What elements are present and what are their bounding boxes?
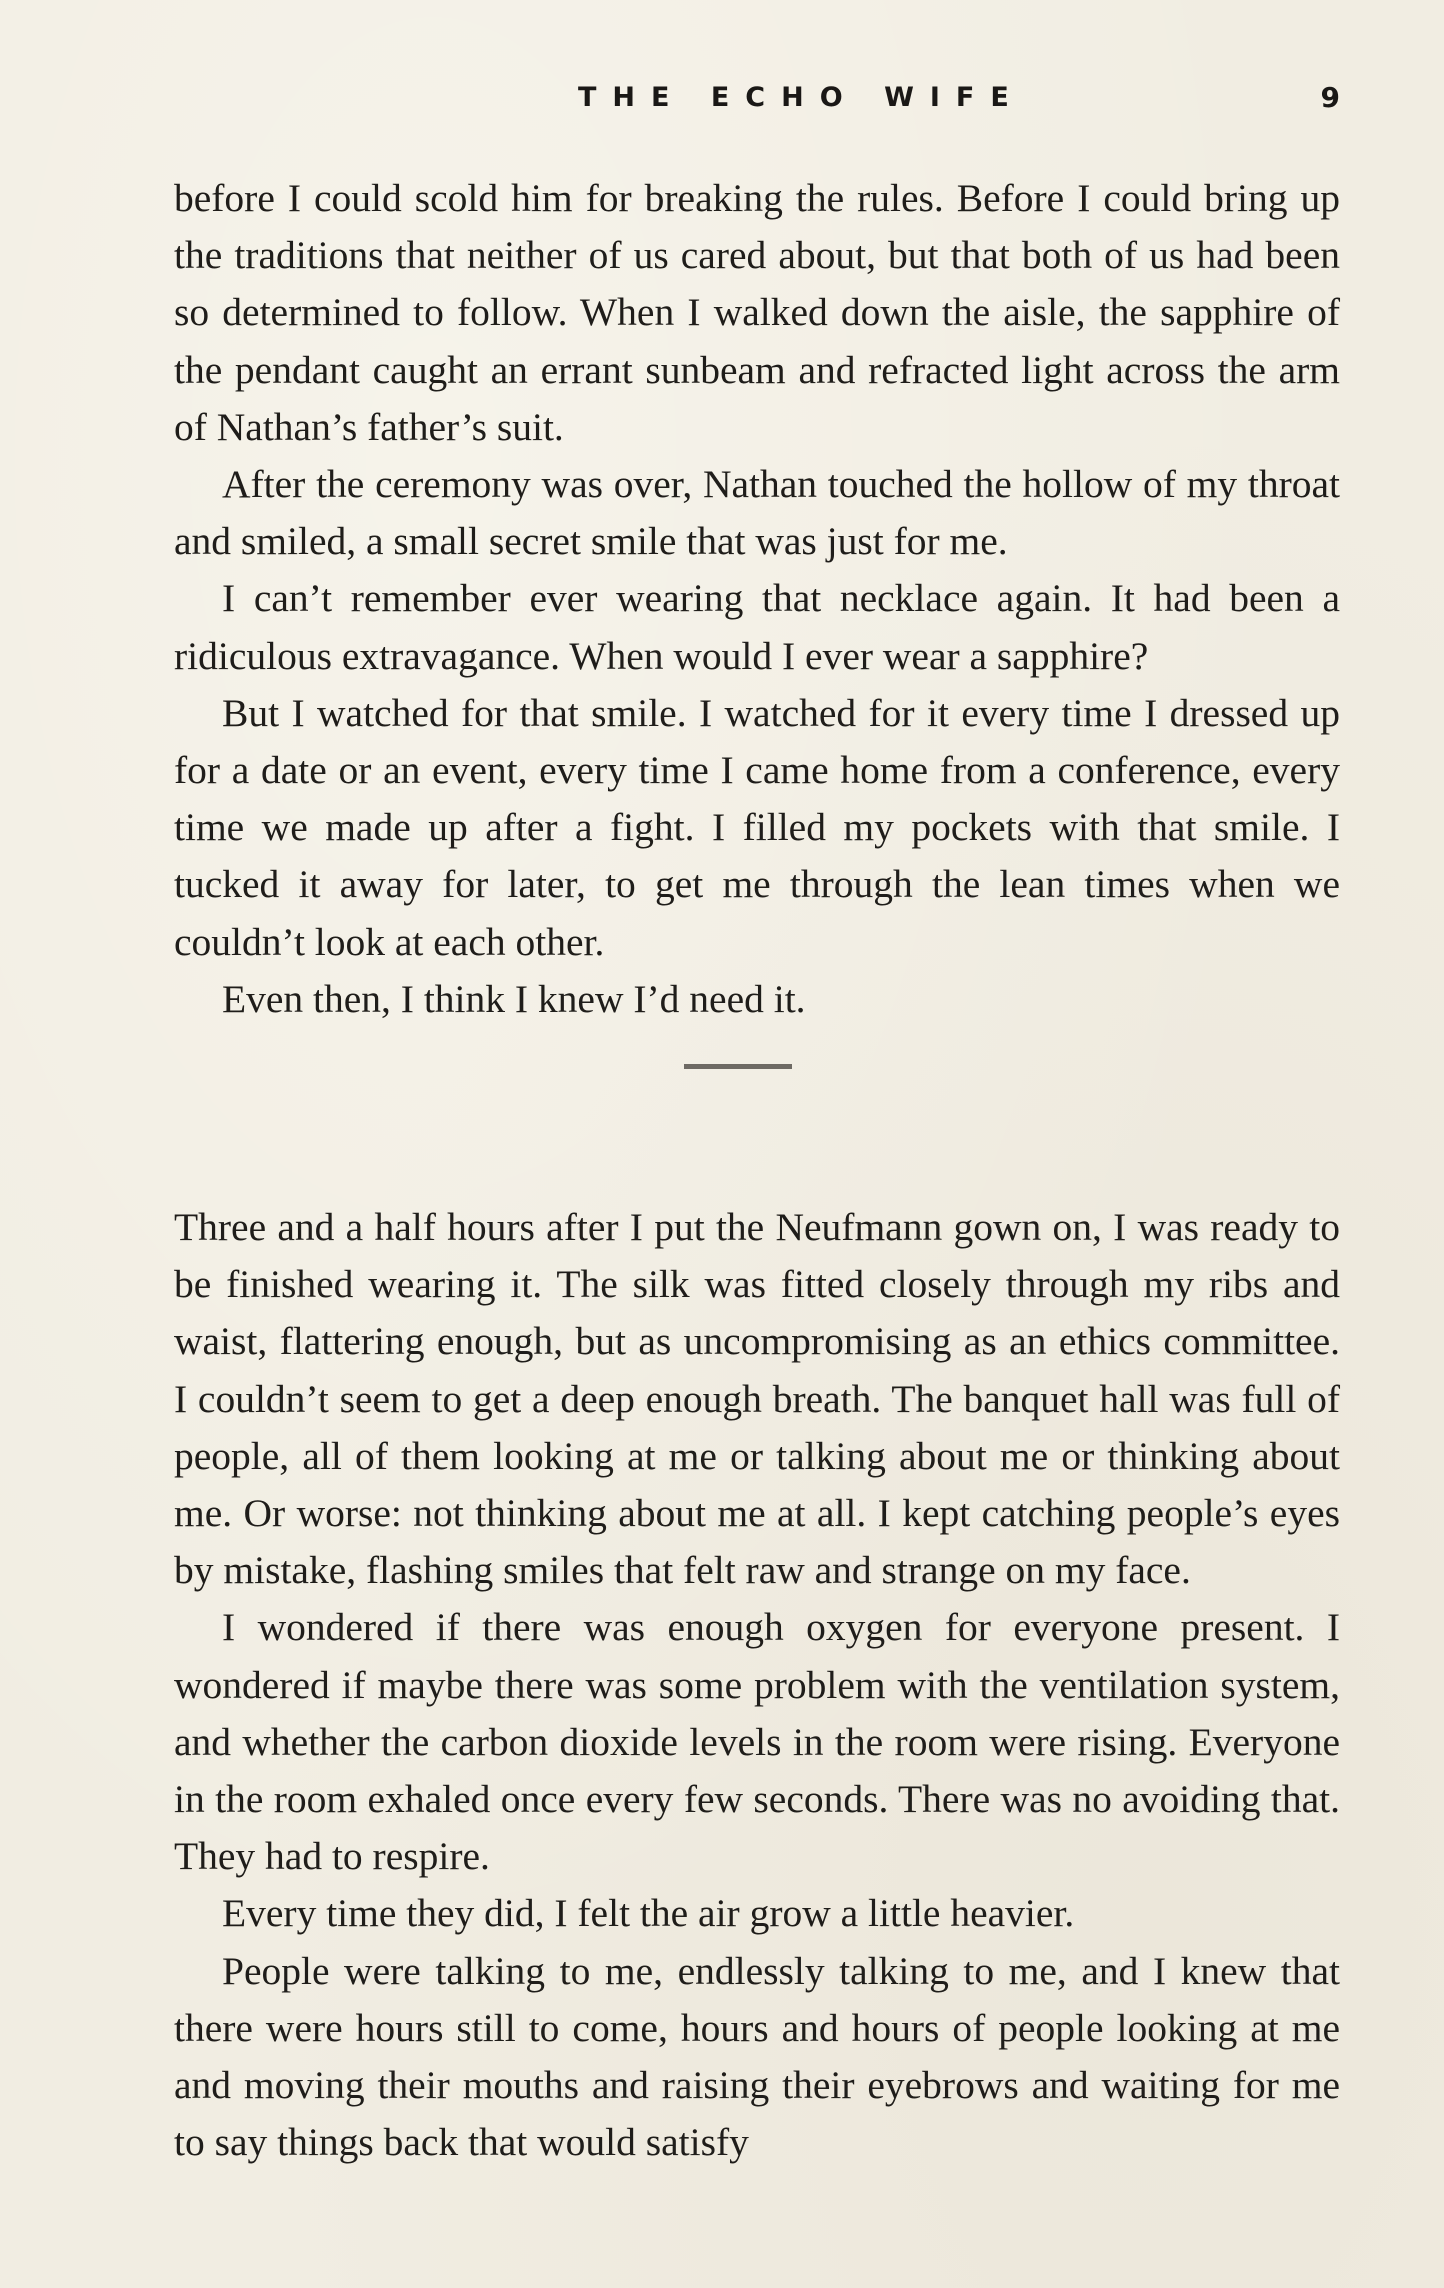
page-number: 9: [1320, 81, 1340, 114]
section-break: [174, 1028, 1340, 1199]
paragraph: I can’t remember ever wearing that necklace again. It had been a ridiculous extravagance. When would I ever wear a sapphire?: [174, 576, 1340, 678]
paragraph: I wondered if there was enough oxygen for everyone present. I wondered if maybe there was some problem with the ventilation system, and whether the carbon dioxide levels in the room were rising. Everyone in the room exhaled once every few seconds. There was no avoiding that. They had to respire.: [174, 1605, 1340, 1879]
running-head: [0, 78, 1444, 118]
body-text: [174, 170, 1340, 2172]
paragraph: Every time they did, I felt the air grow a little heavier.: [222, 1891, 1075, 1936]
paragraph: before I could scold him for breaking the rules. Before I could bring up the traditions that neither of us cared about, but that both of us had been so determined to follow. When I walked down the aisle, the sapphire of the pendant caught an errant sunbeam and refracted light across the arm of Nathan’s father’s suit.: [174, 176, 1340, 449]
paragraph: Even then, I think I knew I’d need it.: [222, 976, 806, 1021]
paragraph: After the ceremony was over, Nathan touched the hollow of my throat and smiled, a small secret smile that was just for me.: [174, 462, 1340, 564]
paragraph: But I watched for that smile. I watched for it every time I dressed up for a date or an event, every time I came home from a conference, every time we made up after a fight. I filled my pockets with that smile. I tucked it away for later, to get me through the lean times when we couldn’t look at each other.: [174, 690, 1340, 964]
paragraph: People were talking to me, endlessly talking to me, and I knew that there were hours still to come, hours and hours of people looking at me and moving their mouths and raising their eyebrows and waiting for me to say things back that would satisfy: [174, 1948, 1340, 2165]
section-divider-rule: [684, 1064, 792, 1069]
paragraph: Three and a half hours after I put the Neufmann gown on, I was ready to be finished wearing it. The silk was fitted closely through my ribs and waist, flattering enough, but as uncompromising as an ethics committee. I couldn’t seem to get a deep enough breath. The banquet hall was full of people, all of them looking at me or talking about me or thinking about me. Or worse: not thinking about me at all. I kept catching people’s eyes by mistake, flashing smiles that felt raw and strange on my face.: [174, 1205, 1340, 1593]
book-title: THE ECHO WIFE: [578, 82, 1025, 113]
